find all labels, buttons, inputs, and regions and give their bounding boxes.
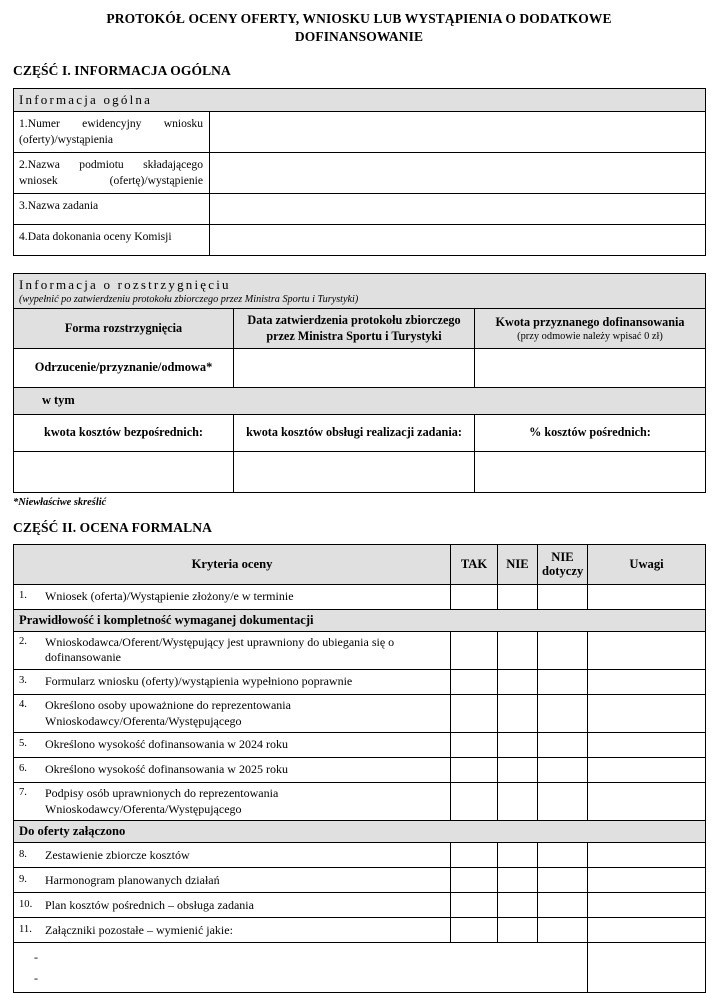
checkbox-nie-6[interactable] <box>498 758 538 783</box>
checkbox-nie-11[interactable] <box>498 918 538 943</box>
column-header-data: Data zatwierdzenia protokołu zbiorczego przez Ministra Sportu i Turystyki <box>234 309 475 349</box>
notes-7[interactable] <box>588 783 706 821</box>
criterion-cell-3 <box>14 670 451 695</box>
notes-attachments[interactable] <box>588 943 706 993</box>
column-header-kryteria: Kryteria oceny <box>14 544 451 584</box>
page-title: PROTOKÓŁ OCENY OFERTY, WNIOSKU LUB WYSTĄPIENIA O DODATKOWE DOFINANSOWANIE <box>106 11 612 45</box>
checkbox-nd-2[interactable] <box>538 631 588 669</box>
criterion-number-2: 2. <box>19 635 27 647</box>
subheader-procent-kosztow: % kosztów pośrednich: <box>475 414 706 451</box>
table-row <box>14 943 706 993</box>
column-header-forma: Forma rozstrzygnięcia <box>14 309 234 349</box>
decision-band-subtitle: (wypełnić po zatwierdzeniu protokołu zbiorczego przez Ministra Sportu i Turystyki) <box>19 294 359 306</box>
column-header-tak: TAK <box>451 544 498 584</box>
table-row <box>14 670 706 695</box>
notes-1[interactable] <box>588 584 706 609</box>
table-row <box>14 631 706 669</box>
table-section-row <box>14 609 706 631</box>
table-section-row <box>14 821 706 843</box>
checkbox-tak-5[interactable] <box>451 733 498 758</box>
part-1-heading: CZĘŚĆ I. INFORMACJA OGÓLNA <box>13 63 231 79</box>
checkbox-nd-10[interactable] <box>538 893 588 918</box>
notes-2[interactable] <box>588 631 706 669</box>
checkbox-nie-4[interactable] <box>498 695 538 733</box>
criterion-cell-2 <box>14 631 451 669</box>
checkbox-tak-1[interactable] <box>451 584 498 609</box>
notes-9[interactable] <box>588 868 706 893</box>
checkbox-nd-9[interactable] <box>538 868 588 893</box>
criterion-cell-5 <box>14 733 451 758</box>
checkbox-nie-1[interactable] <box>498 584 538 609</box>
table-row <box>14 194 706 225</box>
criterion-text-9: Harmonogram planowanych działań <box>45 872 220 887</box>
table-row <box>14 112 706 153</box>
section-label-do-oferty: Do oferty załączono <box>14 821 706 843</box>
criterion-text-4: Określono osoby upoważnione do reprezentowania Wnioskodawcy/Oferenta/Występującego <box>45 698 291 728</box>
decision-type-label: Odrzucenie/przyznanie/odmowa* <box>14 348 234 387</box>
notes-5[interactable] <box>588 733 706 758</box>
criterion-cell-6 <box>14 758 451 783</box>
nie-dotyczy-line1: NIE <box>551 549 574 564</box>
column-header-kwota-main: Kwota przyznanego dofinansowania <box>495 314 685 329</box>
formal-evaluation-table <box>13 544 706 993</box>
criterion-text-3: Formularz wniosku (oferty)/wystąpienia wypełniono poprawnie <box>45 674 353 689</box>
field-number-2: 2. <box>19 158 28 172</box>
criterion-number-1: 1. <box>19 590 27 602</box>
column-header-uwagi: Uwagi <box>588 544 706 584</box>
checkbox-tak-9[interactable] <box>451 868 498 893</box>
checkbox-nie-7[interactable] <box>498 783 538 821</box>
criterion-text-6: Określono wysokość dofinansowania w 2025 roku <box>45 762 288 777</box>
table-row <box>14 868 706 893</box>
criterion-text-5: Określono wysokość dofinansowania w 2024 roku <box>45 737 288 752</box>
table-row <box>14 843 706 868</box>
table-row <box>14 225 706 256</box>
value-procent-kosztow[interactable] <box>475 451 706 492</box>
table-row <box>14 348 706 387</box>
table-band-header-row <box>14 274 706 309</box>
checkbox-tak-2[interactable] <box>451 631 498 669</box>
subheader-koszty-bezposrednie: kwota kosztów bezpośrednich: <box>14 414 234 451</box>
table-subsection-row <box>14 387 706 414</box>
criterion-cell-1 <box>14 584 451 609</box>
attachment-dash-1: - <box>34 950 38 965</box>
field-number-1: 1. <box>19 117 28 131</box>
field-value-1[interactable] <box>210 112 706 153</box>
field-label-2 <box>14 153 210 194</box>
criterion-text-8: Zestawienie zbiorcze kosztów <box>45 847 190 862</box>
criterion-cell-7 <box>14 783 451 821</box>
field-label-1 <box>14 112 210 153</box>
criterion-text-7: Podpisy osób uprawnionych do reprezentowania Wnioskodawcy/Oferenta/Występującego <box>45 786 279 816</box>
general-information-band-title: Informacja ogólna <box>14 89 706 112</box>
field-label-text-3: Nazwa zadania <box>27 199 99 213</box>
attachments-list-cell[interactable] <box>14 943 588 993</box>
nie-dotyczy-line2: dotyczy <box>542 564 584 579</box>
table-row <box>14 153 706 194</box>
checkbox-nie-5[interactable] <box>498 733 538 758</box>
general-information-table <box>13 88 706 256</box>
criterion-cell-8 <box>14 843 451 868</box>
criterion-cell-11 <box>14 918 451 943</box>
decision-band-title: Informacja o rozstrzygnięciu <box>19 277 231 293</box>
field-number-4: 4. <box>19 230 28 244</box>
column-header-nie: NIE <box>498 544 538 584</box>
table-row <box>14 584 706 609</box>
criterion-number-8: 8. <box>19 848 27 860</box>
decision-band-header <box>14 274 706 309</box>
checkbox-tak-10[interactable] <box>451 893 498 918</box>
column-header-kwota <box>475 309 706 349</box>
checkbox-nd-3[interactable] <box>538 670 588 695</box>
table-row <box>14 695 706 733</box>
criterion-number-10: 10. <box>19 898 33 910</box>
criterion-number-11: 11. <box>19 923 32 935</box>
criterion-number-7: 7. <box>19 787 27 799</box>
field-label-text-1: Numer ewidencyjny wniosku (oferty)/wystąpienia <box>19 117 203 146</box>
table-row <box>14 451 706 492</box>
table-row <box>14 893 706 918</box>
field-number-3: 3. <box>19 199 28 213</box>
decision-amount-value[interactable] <box>475 348 706 387</box>
checkbox-nd-4[interactable] <box>538 695 588 733</box>
checkbox-tak-4[interactable] <box>451 695 498 733</box>
table-band-header-row <box>14 89 706 112</box>
field-value-4[interactable] <box>210 225 706 256</box>
value-koszty-obslugi[interactable] <box>234 451 475 492</box>
notes-4[interactable] <box>588 695 706 733</box>
checkbox-nd-5[interactable] <box>538 733 588 758</box>
criterion-number-6: 6. <box>19 763 27 775</box>
column-header-nie-dotyczy <box>538 544 588 584</box>
field-value-2[interactable] <box>210 153 706 194</box>
checkbox-nie-3[interactable] <box>498 670 538 695</box>
field-value-3[interactable] <box>210 194 706 225</box>
table-row <box>14 783 706 821</box>
section-label-prawidlowosc: Prawidłowość i kompletność wymaganej dokumentacji <box>14 609 706 631</box>
criterion-cell-4 <box>14 695 451 733</box>
notes-11[interactable] <box>588 918 706 943</box>
field-label-4 <box>14 225 210 256</box>
notes-10[interactable] <box>588 893 706 918</box>
checkbox-nd-11[interactable] <box>538 918 588 943</box>
checkbox-tak-6[interactable] <box>451 758 498 783</box>
decision-information-table <box>13 273 706 493</box>
criterion-number-3: 3. <box>19 675 27 687</box>
table-row <box>14 758 706 783</box>
field-label-text-4: Data dokonania oceny Komisji <box>27 230 172 244</box>
checkbox-nd-6[interactable] <box>538 758 588 783</box>
criterion-cell-9 <box>14 868 451 893</box>
checkbox-tak-7[interactable] <box>451 783 498 821</box>
criterion-text-1: Wniosek (oferta)/Wystąpienie złożony/e w terminie <box>45 589 294 604</box>
checkbox-nie-8[interactable] <box>498 843 538 868</box>
checkbox-nie-10[interactable] <box>498 893 538 918</box>
value-koszty-bezposrednie[interactable] <box>14 451 234 492</box>
checkbox-tak-11[interactable] <box>451 918 498 943</box>
decision-date-value[interactable] <box>234 348 475 387</box>
subheader-koszty-obslugi: kwota kosztów obsługi realizacji zadania: <box>234 414 475 451</box>
checkbox-tak-8[interactable] <box>451 843 498 868</box>
attachment-dash-2: - <box>34 970 38 985</box>
criterion-number-9: 9. <box>19 873 27 885</box>
notes-8[interactable] <box>588 843 706 868</box>
table-header-row <box>14 544 706 584</box>
criterion-text-2: Wnioskodawca/Oferent/Występujący jest uprawniony do ubiegania się o dofinansowanie <box>45 634 395 665</box>
criterion-number-4: 4. <box>19 699 27 711</box>
checkbox-tak-3[interactable] <box>451 670 498 695</box>
w-tym-label: w tym <box>14 387 706 414</box>
footnote: *Niewłaściwe skreślić <box>13 496 107 508</box>
table-header-row <box>14 414 706 451</box>
table-header-row <box>14 309 706 349</box>
checkbox-nd-1[interactable] <box>538 584 588 609</box>
field-label-text-2: Nazwa podmiotu składającego wniosek (ofertę)/wystąpienie <box>19 158 203 187</box>
checkbox-nd-7[interactable] <box>538 783 588 821</box>
criterion-number-5: 5. <box>19 738 27 750</box>
column-header-kwota-sub: (przy odmowie należy wpisać 0 zł) <box>517 330 663 342</box>
part-2-heading: CZĘŚĆ II. OCENA FORMALNA <box>13 519 212 535</box>
table-row <box>14 918 706 943</box>
checkbox-nd-8[interactable] <box>538 843 588 868</box>
checkbox-nie-2[interactable] <box>498 631 538 669</box>
criterion-text-10: Plan kosztów pośrednich – obsługa zadania <box>45 897 254 912</box>
criterion-text-11: Załączniki pozostałe – wymienić jakie: <box>45 922 233 937</box>
notes-6[interactable] <box>588 758 706 783</box>
notes-3[interactable] <box>588 670 706 695</box>
field-label-3 <box>14 194 210 225</box>
table-row <box>14 733 706 758</box>
checkbox-nie-9[interactable] <box>498 868 538 893</box>
criterion-cell-10 <box>14 893 451 918</box>
